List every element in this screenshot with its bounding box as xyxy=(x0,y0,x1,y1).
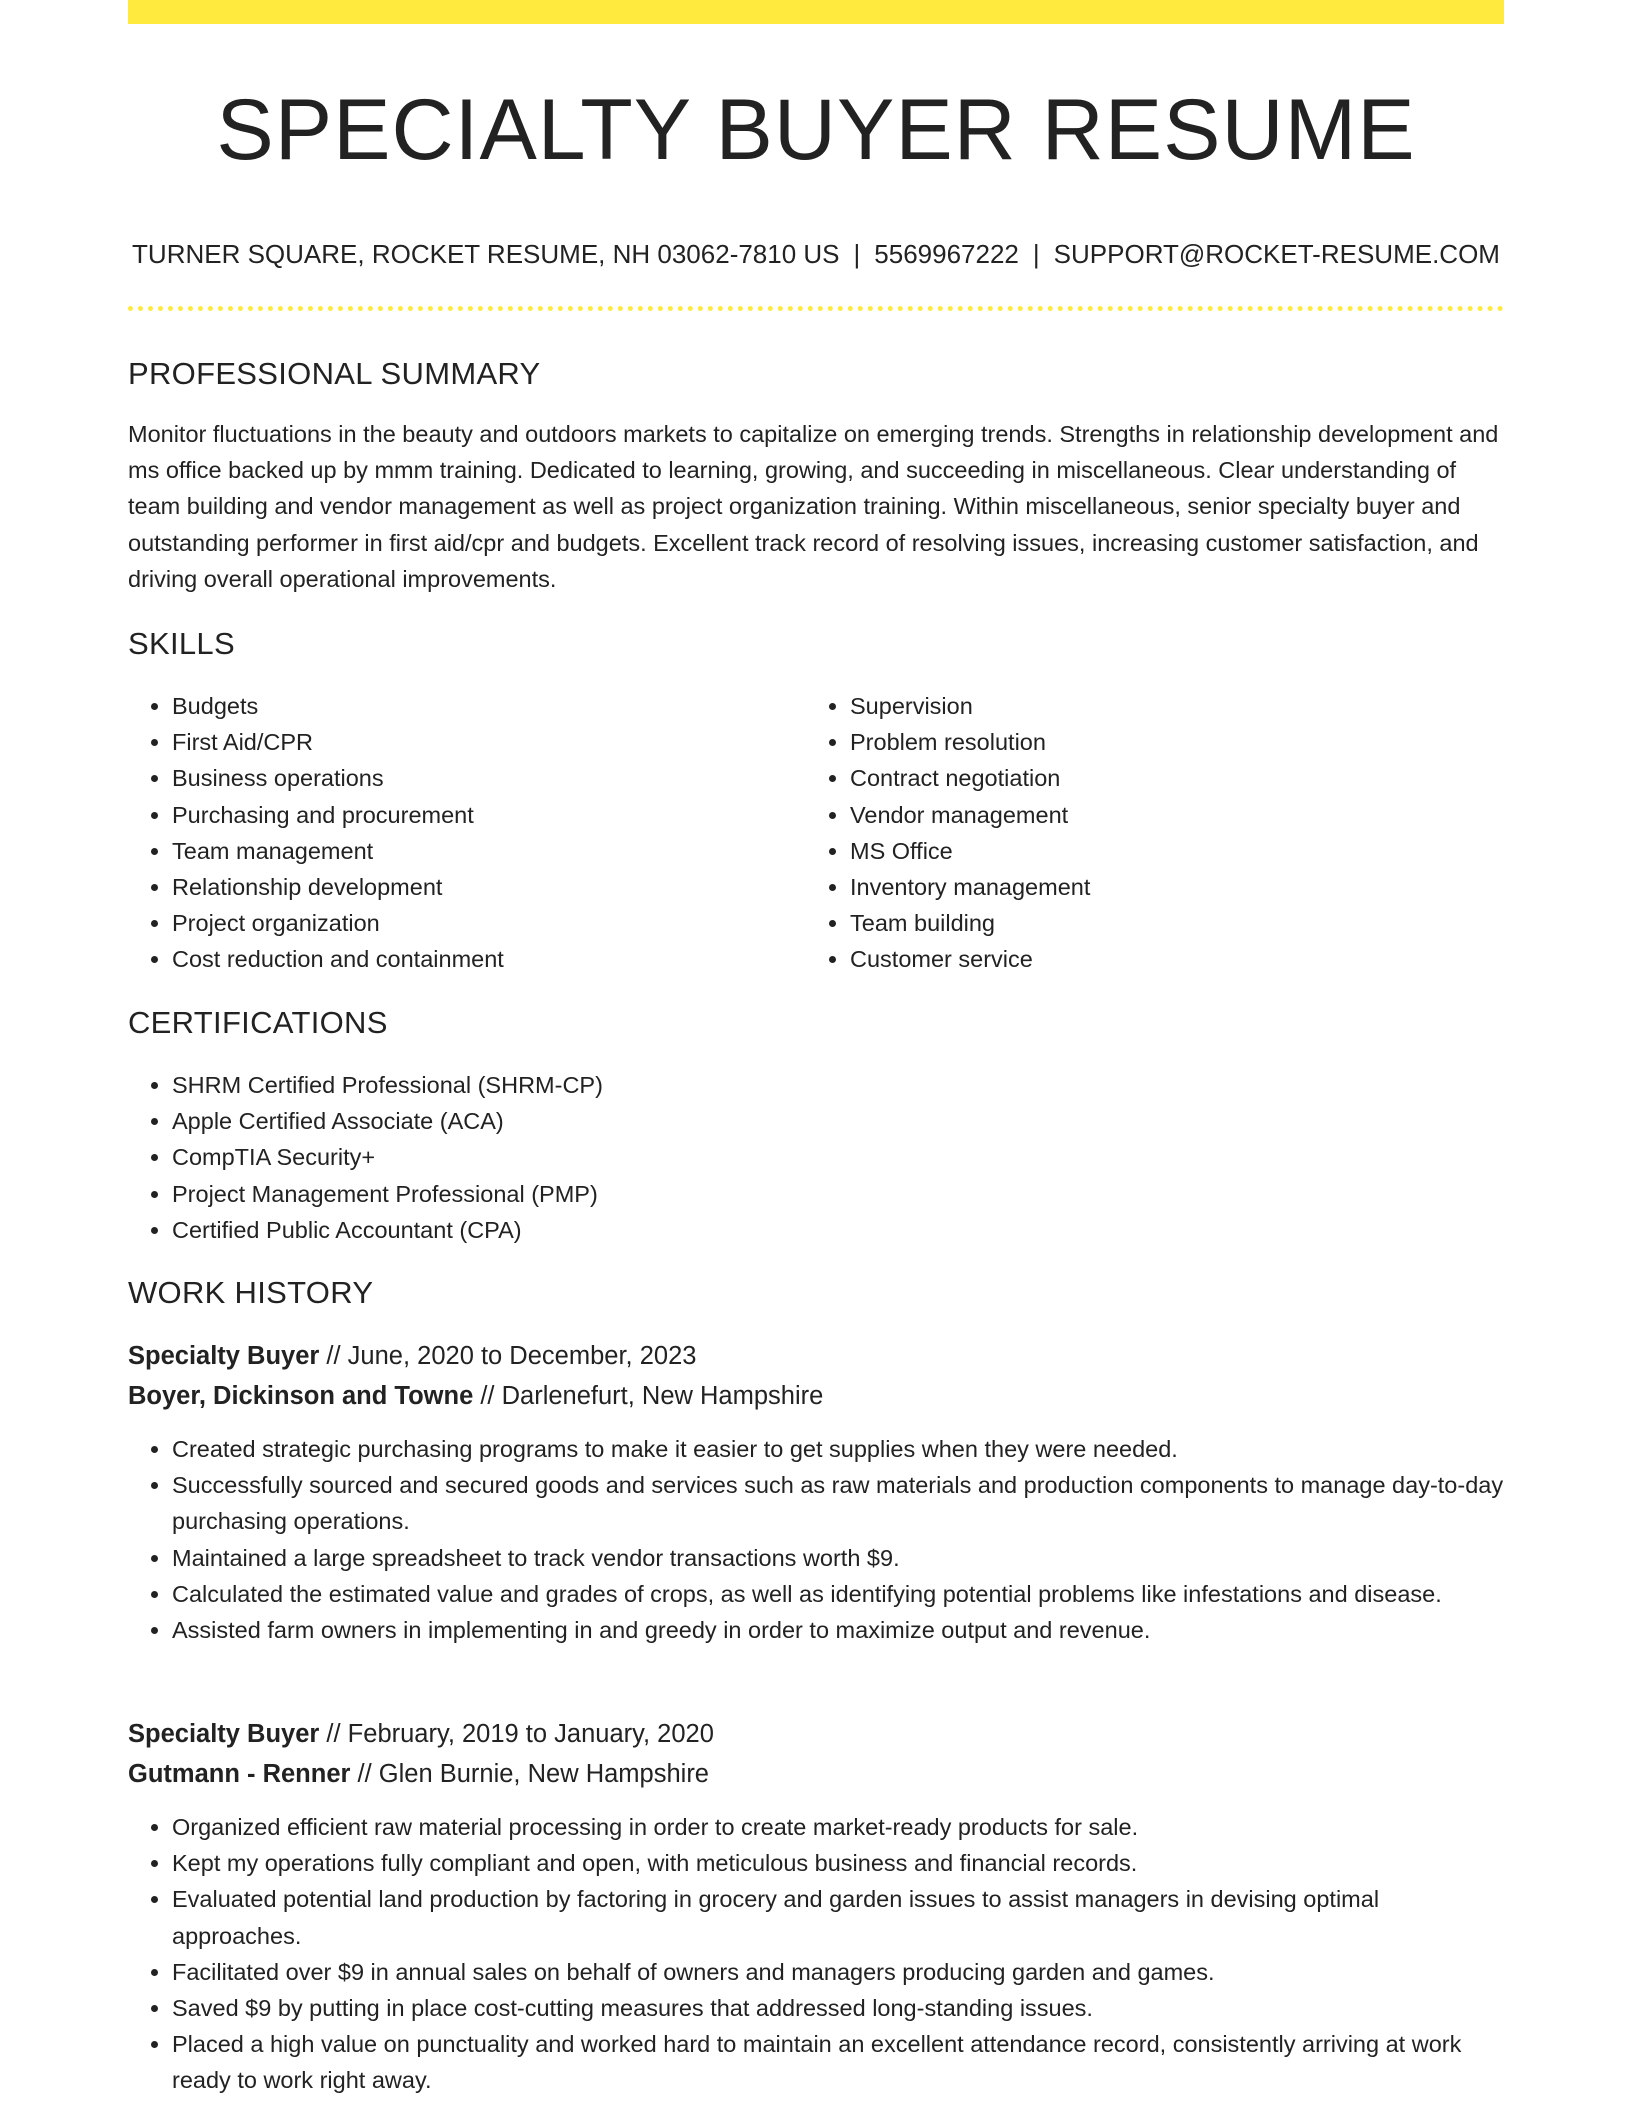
skill-item: • Cost reduction and containment xyxy=(172,941,788,977)
certification-item: • CompTIA Security+ xyxy=(172,1139,1504,1175)
job-bullet: • Calculated the estimated value and grades of crops, as well as identifying potential problems like infestations and disease. xyxy=(172,1576,1504,1612)
work-history-heading: WORK HISTORY xyxy=(128,1275,374,1310)
resume-title: SPECIALTY BUYER RESUME xyxy=(216,82,1416,178)
job-location: // Darlenefurt, New Hampshire xyxy=(473,1382,824,1410)
skill-item: • Purchasing and procurement xyxy=(172,797,788,833)
job-bullet: • Maintained a large spreadsheet to track vendor transactions worth $9. xyxy=(172,1540,1504,1576)
job-bullet: • Placed a high value on punctuality and worked hard to maintain an excellent attendance record, consistently arriving at work ready to work right away. xyxy=(172,2026,1504,2098)
summary-text: Monitor fluctuations in the beauty and outdoors markets to capitalize on emerging trends. Strengths in relationship development and ms office backed up by mmm training. Dedicated to learning, growing, and succeeding in miscellaneous. Clear understanding of team building and vendor management as well as project organization training. Within miscellaneous, senior specialty buyer and outstanding performer in first aid/cpr and budgets. Excellent track record of resolving issues, increasing customer satisfaction, and driving overall operational improvements. xyxy=(128,421,1499,592)
dotted-divider xyxy=(128,306,1504,311)
job-role: Specialty Buyer xyxy=(128,1720,320,1748)
skill-item: • Vendor management xyxy=(850,797,1466,833)
job-bullets xyxy=(128,1431,1504,1648)
skill-item: • First Aid/CPR xyxy=(172,724,788,760)
job-bullet: • Successfully sourced and secured goods and services such as raw materials and production components to manage day-to-day purchasing operations. xyxy=(172,1467,1504,1539)
certification-item: • Project Management Professional (PMP) xyxy=(172,1176,1504,1212)
job-bullet: • Facilitated over $9 in annual sales on behalf of owners and managers producing garden and games. xyxy=(172,1954,1504,1990)
skill-item: • Business operations xyxy=(172,760,788,796)
skill-item: • Budgets xyxy=(172,688,788,724)
skills-column-right xyxy=(806,688,1466,978)
skill-item: • Customer service xyxy=(850,941,1466,977)
certification-item: • Certified Public Accountant (CPA) xyxy=(172,1212,1504,1248)
job-dates: // June, 2020 to December, 2023 xyxy=(319,1342,697,1370)
skill-item: • Relationship development xyxy=(172,869,788,905)
job-title-line xyxy=(128,1336,696,1376)
job-bullet: • Assisted farm owners in implementing in and greedy in order to maximize output and revenue. xyxy=(172,1612,1504,1648)
address-text: TURNER SQUARE, ROCKET RESUME, NH 03062-7810 US xyxy=(132,239,840,269)
job-location: // Glen Burnie, New Hampshire xyxy=(350,1760,709,1788)
certifications-list xyxy=(128,1067,1504,1248)
skill-item: • Supervision xyxy=(850,688,1466,724)
job-company: Gutmann - Renner xyxy=(128,1760,351,1788)
contact-separator: | xyxy=(853,239,861,269)
job-bullet: • Saved $9 by putting in place cost-cutting measures that addressed long-standing issues. xyxy=(172,1990,1504,2026)
job-bullets xyxy=(128,1809,1504,2099)
job-bullet: • Kept my operations fully compliant and open, with meticulous business and financial records. xyxy=(172,1845,1504,1881)
certification-item: • Apple Certified Associate (ACA) xyxy=(172,1103,1504,1139)
skill-item: • Contract negotiation xyxy=(850,760,1466,796)
job-bullet: • Created strategic purchasing programs to make it easier to get supplies when they were needed. xyxy=(172,1431,1504,1467)
phone-text: 5569967222 xyxy=(874,239,1019,269)
skill-item: • MS Office xyxy=(850,833,1466,869)
certification-item: • SHRM Certified Professional (SHRM-CP) xyxy=(172,1067,1504,1103)
job-company-line xyxy=(128,1754,709,1794)
job-title-line xyxy=(128,1714,714,1754)
skill-item: • Problem resolution xyxy=(850,724,1466,760)
job-bullet: • Organized efficient raw material processing in order to create market-ready products for sale. xyxy=(172,1809,1504,1845)
contact-separator: | xyxy=(1032,239,1040,269)
skill-item: • Inventory management xyxy=(850,869,1466,905)
certifications-heading: CERTIFICATIONS xyxy=(128,1005,388,1040)
skill-item: • Project organization xyxy=(172,905,788,941)
job-bullet: • Evaluated potential land production by factoring in grocery and garden issues to assist managers in devising optimal approaches. xyxy=(172,1881,1504,1953)
skill-item: • Team management xyxy=(172,833,788,869)
job-role: Specialty Buyer xyxy=(128,1342,320,1370)
skill-item: • Team building xyxy=(850,905,1466,941)
skills-heading: SKILLS xyxy=(128,626,235,661)
accent-top-bar xyxy=(128,0,1504,24)
summary-heading: PROFESSIONAL SUMMARY xyxy=(128,356,541,391)
email-text: SUPPORT@ROCKET-RESUME.COM xyxy=(1053,239,1500,269)
job-company: Boyer, Dickinson and Towne xyxy=(128,1382,474,1410)
job-dates: // February, 2019 to January, 2020 xyxy=(319,1720,714,1748)
job-company-line xyxy=(128,1376,823,1416)
skills-column-left xyxy=(128,688,788,978)
contact-line xyxy=(128,236,1504,272)
